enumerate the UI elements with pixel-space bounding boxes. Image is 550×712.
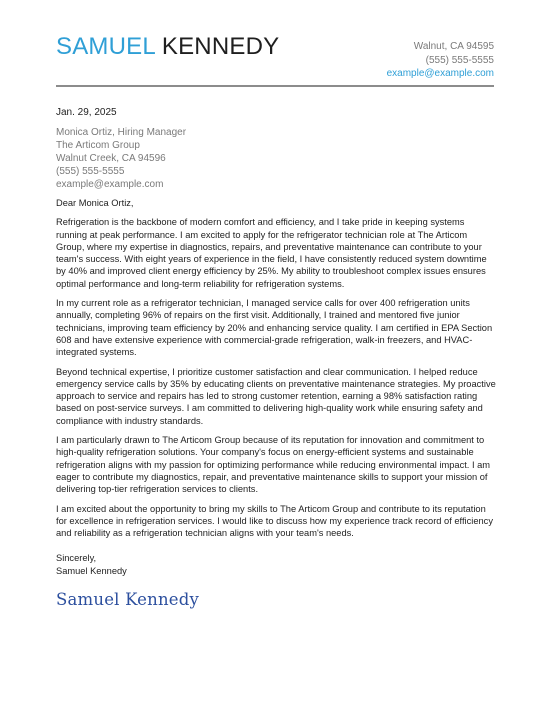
email-link[interactable]: example@example.com bbox=[386, 68, 494, 79]
first-name: SAMUEL bbox=[56, 33, 156, 60]
header-divider bbox=[56, 85, 494, 87]
recipient-email: example@example.com bbox=[56, 179, 164, 190]
body-paragraph: Refrigeration is the backbone of modern comfort and efficiency, and I take pride in keeping systems running at peak performance. I am excited to apply for the refrigerator technician role at The Articom Group, where my expertise in diagnostics, repairs, and preventative maintenance can contribute to your team's success. With eight years of experience in the field, I have consistently reduced system downtime by 40% and improved client energy efficiency by 25%. My ability to troubleshoot complex issues ensures optimal performance and long-term reliability for refrigeration systems. bbox=[56, 217, 487, 289]
recipient-company: The Articom Group bbox=[56, 140, 140, 151]
body-paragraph: In my current role as a refrigerator technician, I managed service calls for over 400 refrigeration units annually, completing 96% of repairs on the first visit. Additionally, I trained and mentored five junior technicians, improving team efficiency by 20% and enhancing service quality. I am certified in EPA Section 608 and have extensive experience with commercial-grade refrigeration, walk-in freezers, and HVAC-integrated systems. bbox=[56, 298, 493, 358]
body-paragraph: Beyond technical expertise, I prioritize customer satisfaction and clear communication. I helped reduce emergency service calls by 35% by educating clients on preventative maintenance strategies. My proactive approach to service and repairs has led to strong customer retention, earning a 98% satisfaction rating based on post-service surveys. I am committed to delivering high-quality work while ensuring safety and compliance with industry standards. bbox=[56, 366, 496, 426]
recipient-phone: (555) 555-5555 bbox=[56, 166, 125, 177]
last-name: KENNEDY bbox=[161, 33, 280, 60]
recipient-name-title: Monica Ortiz, Hiring Manager bbox=[56, 127, 187, 138]
signer-name: Samuel Kennedy bbox=[56, 565, 127, 576]
letter-header bbox=[56, 30, 494, 86]
contact-block bbox=[387, 40, 494, 81]
handwritten-signature: Samuel Kennedy bbox=[56, 590, 200, 609]
salutation: Dear Monica Ortiz, bbox=[56, 198, 134, 208]
closing-phrase: Sincerely, bbox=[56, 553, 97, 563]
body-paragraph: I am particularly drawn to The Articom Group because of its reputation for innovation and commitment to high-quality refrigeration solutions. Your company's focus on energy-efficient systems and sustainable refrigeration aligns with my passion for optimizing performance while reducing environmental impact. I am eager to contribute my diagnostics, repair, and preventative maintenance skills to support your mission of delivering top-tier refrigeration services to clients. bbox=[56, 435, 491, 495]
body-paragraph: I am excited about the opportunity to bring my skills to The Articom Group and contribute to its reputation for excellence in refrigeration services. I would like to discuss how my experience track record of efficiency and reliability as a refrigeration technician aligns with your team's needs. bbox=[56, 503, 493, 539]
applicant-name bbox=[56, 34, 279, 60]
letter-body bbox=[56, 197, 496, 546]
recipient-city: Walnut Creek, CA 94596 bbox=[56, 153, 166, 164]
phone: (555) 555-5555 bbox=[425, 54, 494, 66]
recipient-block bbox=[56, 126, 186, 191]
closing-block bbox=[56, 552, 127, 577]
location: Walnut, CA 94595 bbox=[413, 41, 494, 52]
letter-date: Jan. 29, 2025 bbox=[56, 107, 117, 118]
